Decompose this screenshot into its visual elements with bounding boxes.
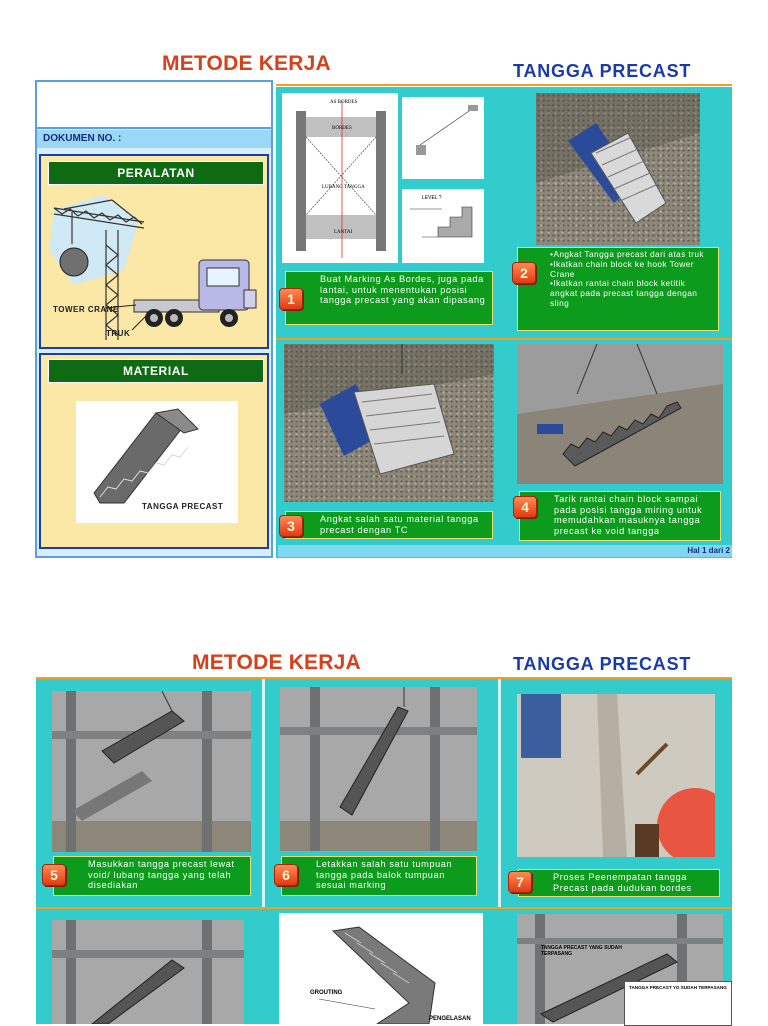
dokumen-bar bbox=[37, 130, 271, 148]
col-divider-1 bbox=[262, 679, 265, 909]
step-3-photo bbox=[284, 344, 494, 502]
step-2-caption bbox=[517, 247, 719, 331]
precast-stair-illustration bbox=[86, 405, 211, 505]
inset-photo bbox=[624, 981, 732, 1026]
step-2-line-1: •Angkat Tangga precast dari atas truk bbox=[550, 249, 704, 259]
step-5-photo bbox=[52, 691, 251, 852]
step-4-caption: Tarik rantai chain block sampai pada posisi tangga miring untuk memudahkan masuknya tangga precast ke void tangga bbox=[519, 491, 721, 541]
step-3-caption: Angkat salah satu material tangga precast dengan TC bbox=[285, 511, 493, 539]
section-drawing-bottom bbox=[402, 189, 484, 263]
plan-drawing bbox=[282, 93, 398, 263]
lantai-label: LANTAI bbox=[334, 230, 353, 235]
wall-right bbox=[376, 111, 386, 251]
step-5-caption: Masukkan tangga precast lewat void/ lubang tangga yang telah disediakan bbox=[53, 856, 251, 896]
as-bordes-label: AS BORDES bbox=[330, 100, 358, 105]
stair-flight bbox=[94, 413, 186, 503]
peralatan-header: PERALATAN bbox=[48, 161, 264, 185]
tangga-label: TANGGA PRECAST bbox=[142, 502, 224, 511]
step-6-caption: Letakkan salah satu tumpuan tangga pada balok tumpuan sesuai marking bbox=[281, 856, 477, 896]
sheet2-title-right: TANGGA PRECAST bbox=[513, 654, 692, 674]
stair-tilted-6 bbox=[340, 707, 408, 815]
worker-legs bbox=[521, 694, 561, 758]
footer-bar bbox=[278, 545, 732, 557]
col-divider-2 bbox=[498, 679, 501, 909]
page-number: Hal 1 dari 2 bbox=[687, 546, 730, 555]
bordes-label: BORDES bbox=[332, 126, 352, 131]
step-3-badge: 3 bbox=[279, 515, 303, 537]
step-1-caption: Buat Marking As Bordes, juga pada lantai, untuk menentukan posisi tangga precast yang akan dipasang bbox=[285, 271, 493, 325]
level-label: LEVEL ? bbox=[422, 195, 442, 201]
truck-icon bbox=[134, 260, 256, 327]
tower-crane-label: TOWER CRANE bbox=[53, 305, 119, 314]
material-header: MATERIAL bbox=[48, 359, 264, 383]
sheet2-title-left: METODE KERJA bbox=[192, 651, 361, 674]
sheet2-row-divider bbox=[36, 907, 732, 909]
sheet1-title-right: TANGGA PRECAST bbox=[513, 61, 692, 81]
pengelasan-label: PENGELASAN bbox=[429, 1016, 471, 1022]
step-5-badge: 5 bbox=[42, 864, 66, 886]
step-7-caption: Proses Peenempatan tangga Precast pada dudukan bordes bbox=[518, 869, 720, 897]
lubang-tangga-label: LUBANG TANGGA bbox=[322, 185, 365, 190]
tangga-ys-label: TANGGA PRECAST YG SUDAH TERPASANG bbox=[629, 985, 727, 990]
wall-left bbox=[296, 111, 306, 251]
step-2-badge: 2 bbox=[512, 262, 536, 284]
equipment-illustration bbox=[44, 190, 266, 340]
step-4-badge: 4 bbox=[513, 496, 537, 518]
step-2-photo bbox=[536, 93, 700, 245]
step-7-badge: 7 bbox=[508, 871, 532, 893]
step-4-photo bbox=[517, 344, 723, 484]
step-7-photo bbox=[517, 694, 715, 857]
wrecking-ball bbox=[60, 248, 88, 276]
step-1-badge: 1 bbox=[279, 288, 303, 310]
steps-row-divider bbox=[276, 338, 732, 340]
sheet1-title-left: METODE KERJA bbox=[162, 52, 331, 75]
document-blank-box bbox=[37, 82, 271, 129]
step-8-photo bbox=[52, 920, 244, 1024]
truk-label: TRUK bbox=[106, 329, 131, 338]
dokumen-label: DOKUMEN NO. : bbox=[43, 133, 122, 144]
section-drawing-top bbox=[402, 97, 484, 179]
step-2-line-2: •Ikatkan chain block ke hook Tower Crane bbox=[550, 258, 694, 279]
step-2-line-3: •Ikatkan rantai chain block ketitik angkat pada precast tangga dengan sling bbox=[550, 278, 698, 308]
step-9-drawing bbox=[279, 913, 483, 1024]
grouting-label: GROUTING bbox=[310, 990, 343, 996]
step-6-badge: 6 bbox=[274, 864, 298, 886]
step-6-photo bbox=[280, 687, 477, 851]
sheet1-header-rule bbox=[276, 84, 732, 86]
sky-burst bbox=[49, 195, 139, 285]
tangga-terpasang-label: TANGGA PRECAST YANG SUDAH TERPASANG bbox=[541, 945, 622, 957]
